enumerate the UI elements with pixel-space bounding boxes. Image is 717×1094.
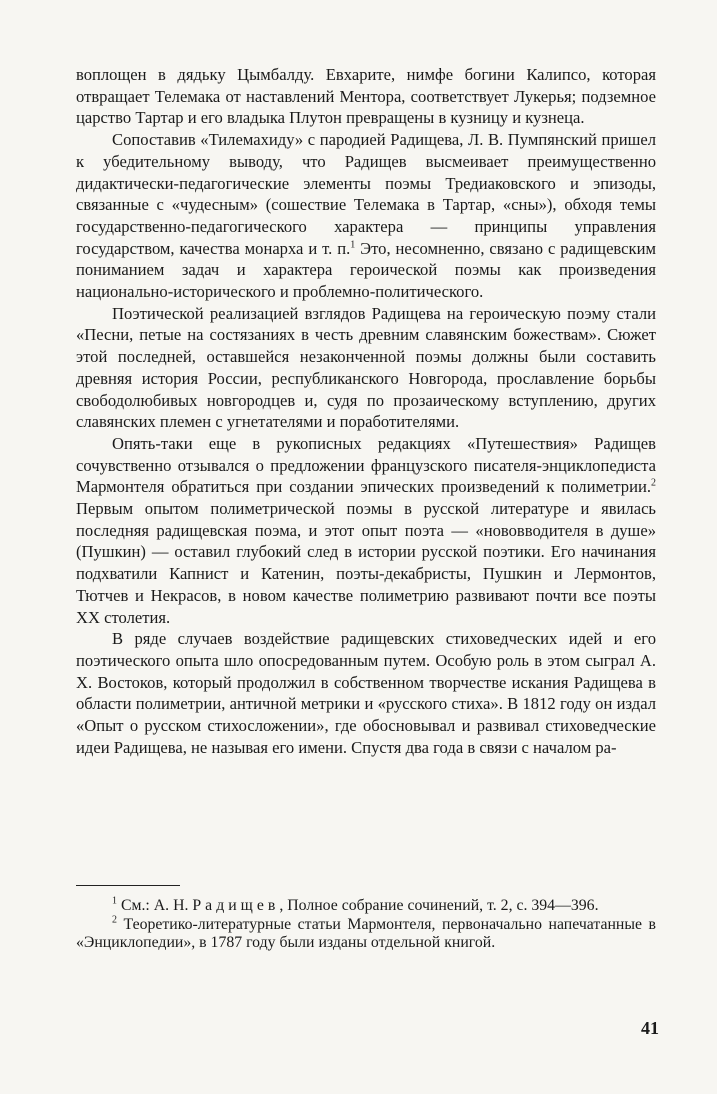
main-text [76, 64, 656, 759]
paragraph-2-part-b: Это, несомненно, связано с радищевским пониманием задач и характера героической поэмы как произведения национально-исторического и проблемно-политического. [76, 238, 656, 302]
footnote-ref-1[interactable]: 1 [350, 239, 356, 251]
page-number: 41 [641, 1018, 659, 1038]
footnotes [76, 897, 656, 953]
footnote-2-text: Теоретико-литературные статьи Мармонтеля, первоначально напечатанные в «Энциклопедии», в 1787 году были изданы отдельной книгой. [76, 915, 656, 951]
footnote-ref-2[interactable]: 2 [651, 477, 656, 489]
footnote-1-prefix: См.: А. Н. [117, 897, 193, 914]
paragraph-2 [76, 129, 656, 303]
footnote-divider [76, 885, 180, 886]
paragraph-3: Поэтической реализацией взглядов Радищева на героическую поэму стали «Песни, петые на состязаниях в честь древним славянским божествам». Сюжет этой последней, оставшейся незаконченной поэмы должны были составить древняя история России, республиканского Новгорода, прославление борьбы свободолюбивых новгородцев и, судя по прозаическому вступлению, других славянских племен с угнетателями и поработителями. [76, 303, 656, 432]
paragraph-2-part-a: Сопоставив «Тилемахиду» с пародией Радищева, Л. В. Пумпянский пришел к убедительному выводу, что Радищев высмеивает преимущественно дидактически-педагогические элементы поэмы Тредиаковского и эпизоды, связанные с «чудесным» (сошествие Телемака в Тартар, «сны»), обходя темы государственно-педагогического характера — принципы управления государством, качества монарха и т. п. [76, 130, 656, 258]
footnote-1-mark: 1 [112, 895, 117, 907]
paragraph-4-part-a: Опять-таки еще в рукописных редакциях «Путешествия» Радищев сочувственно отзывался о предложении французского писателя-энциклопедиста Мармонтеля обратиться при создании эпических произведений к полиметрии. [76, 433, 656, 497]
paragraph-4-part-b: Первым опытом полиметрической поэмы в русской литературе и явилась последняя радищевская поэма, и этот опыт поэта — «нововводителя в душе» (Пушкин) — оставил глубокий след в истории русской поэтики. Его начинания подхватили Капнист и Катенин, поэты-декабристы, Пушкин и Лермонтов, Тютчев и Некрасов, в новом качестве полиметрию развивают почти все поэты XX столетия. [76, 499, 656, 627]
footnote-2-mark: 2 [112, 914, 117, 926]
paragraph-5: В ряде случаев воздействие радищевских стиховедческих идей и его поэтического опыта шло опосредованным путем. Особую роль в этом сыграл А. Х. Востоков, который продолжил в собственном творчестве искания Радищева в области полиметрии, античной метрики и «русского стиха». В 1812 году он издал «Опыт о русском стихосложении», где обосновывал и развивал стиховедческие идеи Радищева, не называя его имени. Спустя два года в связи с началом ра- [76, 629, 656, 757]
footnote-1-author: Радищев [192, 897, 280, 914]
footnote-1-rest: , Полное собрание сочинений, т. 2, с. 394—396. [279, 897, 599, 914]
paragraph-1: воплощен в дядьку Цымбалду. Евхарите, нимфе богини Калипсо, которая отвращает Телемака от наставлений Ментора, соответствует Лукерья; подземное царство Тартар и его владыка Плутон превращены в кузницу и кузнеца. [76, 65, 656, 128]
footnote-1 [76, 897, 656, 916]
paragraph-4 [76, 433, 656, 628]
footnote-2 [76, 916, 656, 953]
